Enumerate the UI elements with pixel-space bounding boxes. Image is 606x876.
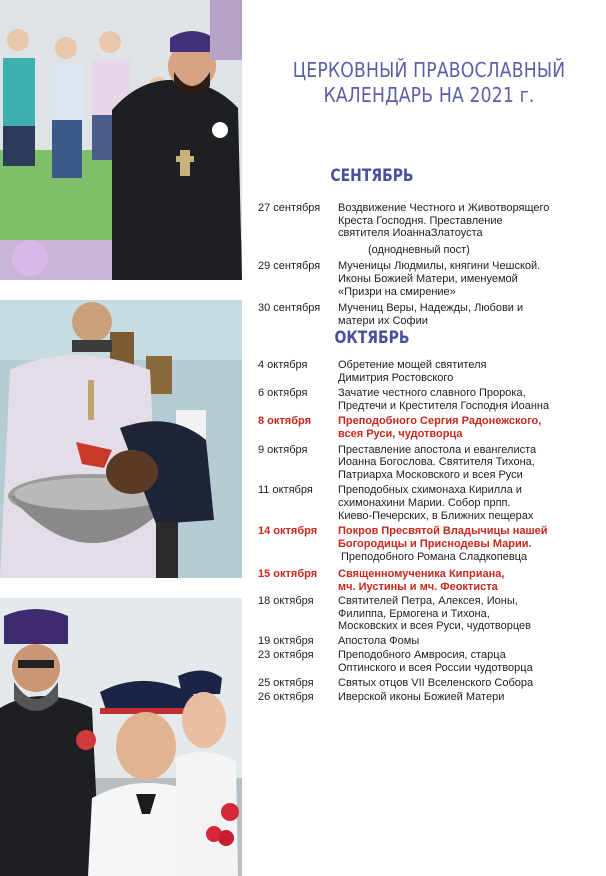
entry-text: Преподобного Амвросия, старца Оптинского и всея России чудотворца [338, 649, 533, 675]
entry-date: 29 сентября [258, 260, 321, 273]
entry-date: 27 сентября [258, 202, 321, 214]
title-line-2: КАЛЕНДАРЬ НА 2021 г. [323, 83, 535, 107]
entry-text: Преподобного Романа Сладкопевца [341, 551, 528, 564]
entry-date: 18 октября [258, 595, 314, 608]
fast-note: (однодневный пост) [368, 243, 470, 256]
entry-text: Воздвижение Честного и Животворящего Креста Господня. Преставление святителя ИоаннаЗлатоуста [338, 202, 550, 240]
entry-date: 9 октября [258, 443, 308, 456]
entry-date: 6 октября [258, 387, 308, 400]
photo-baptism [0, 300, 242, 578]
calendar-entry [258, 387, 602, 412]
entry-text: Мученицы Людмилы, княгини Чешской. Иконы Божией Матери, именуемой «Призри на смирение» [338, 260, 541, 298]
entry-date [258, 551, 338, 564]
entry-date: 25 октября [258, 676, 314, 689]
photo-priest-and-cadets [0, 598, 242, 876]
calendar-entry [258, 302, 602, 327]
entry-text: Преставление апостола и евангелиста Иоанна Богослова. Святителя Тихона, Патриарха Московского и всея Руси [338, 443, 537, 481]
calendar-entry [258, 691, 602, 704]
calendar-entry [258, 635, 602, 648]
entry-date: 30 сентября [258, 302, 321, 315]
photo-priest-with-children [0, 0, 242, 280]
entry-date: 14 октября [258, 525, 318, 538]
calendar-entry-highlighted [258, 415, 602, 440]
calendar-entry [258, 595, 602, 633]
entry-text: Апостола Фомы [338, 634, 420, 647]
calendar-entry [258, 649, 602, 674]
entry-text: Священномученика Киприана, мч. Иустины и мч. Феоктиста [338, 567, 505, 593]
calendar-entry [258, 484, 602, 522]
calendar-entry [258, 677, 602, 690]
entry-text: Мучениц Веры, Надежды, Любови и матери их Софии [338, 302, 524, 327]
september-entries [258, 202, 602, 327]
month-heading-october: ОКТЯБРЬ [334, 328, 410, 348]
entry-text: Святителей Петра, Алексея, Ионы, Филиппа, Ермогена и Тихона, Московских и всея Руси, чудотворцев [338, 595, 532, 633]
calendar-entry-highlighted [258, 568, 602, 593]
entry-text: Обретение мощей святителя Димитрия Ростовского [338, 359, 487, 384]
entry-text: Преподобных схимонаха Кирилла и схимонахини Марии. Собор прпп. Киево-Печерских, в Ближних пещерах [338, 484, 534, 522]
entry-date: 15 октября [258, 567, 318, 580]
entry-text: Преподобного Сергия Радонежского, всея Руси, чудотворца [338, 415, 542, 440]
october-entries [258, 359, 602, 704]
entry-date: 8 октября [258, 415, 311, 428]
calendar-entry [258, 202, 602, 240]
month-heading-september: СЕНТЯБРЬ [330, 166, 414, 186]
entry-date: 11 октября [258, 484, 313, 497]
calendar-entry [258, 359, 602, 384]
calendar-entry [258, 444, 602, 482]
title-line-1: ЦЕРКОВНЫЙ ПРАВОСЛАВНЫЙ [292, 58, 566, 82]
entry-text: Святых отцов VII Вселенского Собора [338, 676, 534, 689]
calendar-entry [258, 260, 602, 298]
entry-text: Покров Пресвятой Владычицы нашей Богородицы и Приснодевы Марии. [338, 525, 548, 550]
entry-date: 19 октября [258, 634, 314, 647]
entry-date: 26 октября [258, 691, 314, 704]
entry-date: 4 октября [258, 359, 308, 371]
calendar-entry [258, 551, 602, 564]
entry-text: Иверской иконы Божией Матери [338, 691, 505, 704]
calendar-title [280, 58, 577, 108]
entry-text: Зачатие честного славного Пророка, Предтечи и Крестителя Господня Иоанна [338, 387, 550, 412]
entry-date: 23 октября [258, 649, 314, 662]
calendar-entry-highlighted [258, 525, 602, 550]
